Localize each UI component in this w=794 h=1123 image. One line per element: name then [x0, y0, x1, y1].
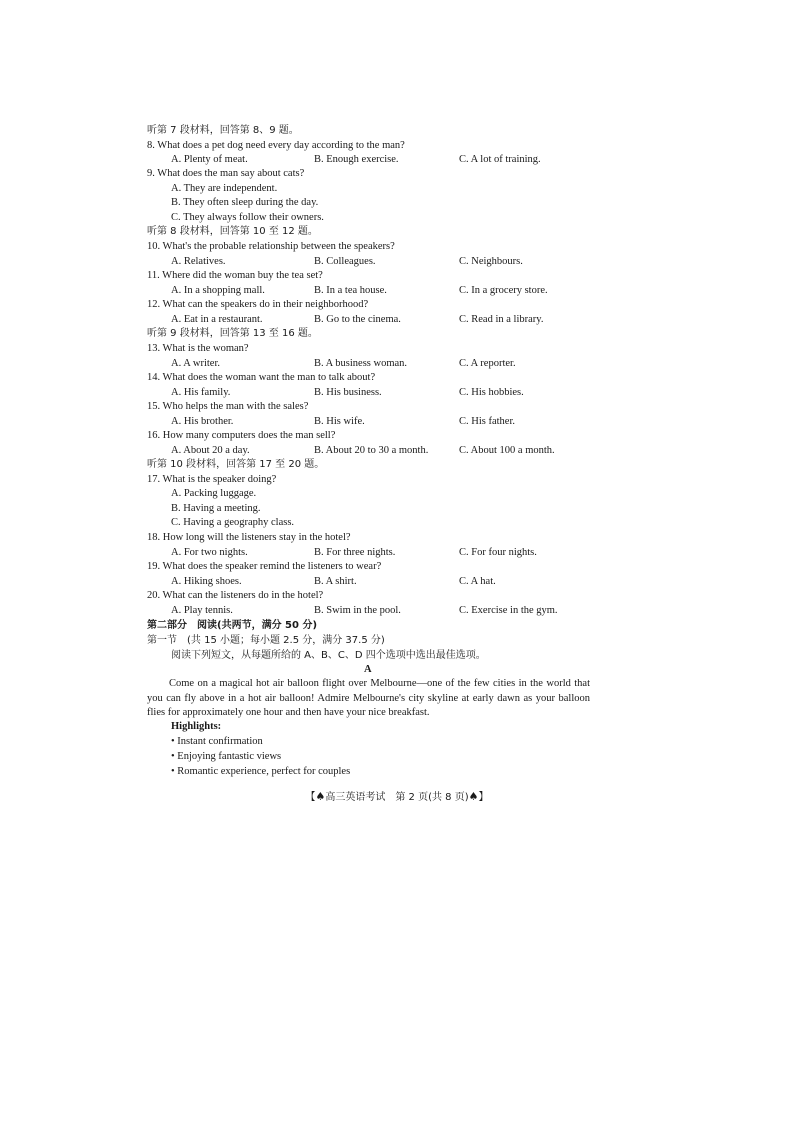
spade-icon: ♠	[315, 790, 326, 803]
option-a: A. Hiking shoes.	[171, 576, 242, 587]
option-a: A. Packing luggage.	[171, 488, 257, 499]
option-b: B. His business.	[314, 387, 382, 398]
option-c: C. In a grocery store.	[459, 285, 548, 296]
option-c: C. Read in a library.	[459, 314, 544, 325]
option-a: A. Play tennis.	[171, 605, 233, 616]
section-heading: 听第 7 段材料，回答第 8、9 题。	[147, 125, 299, 136]
question-stem: 9. What does the man say about cats?	[147, 168, 305, 179]
option-b: B. His wife.	[314, 416, 365, 427]
option-a: A. About 20 a day.	[171, 445, 250, 456]
option-a: A. Relatives.	[171, 256, 226, 267]
option-a: A. For two nights.	[171, 547, 248, 558]
option-b: B. A shirt.	[314, 576, 357, 587]
option-b: B. Having a meeting.	[171, 503, 261, 514]
question-stem: 20. What can the listeners do in the hotel?	[147, 590, 324, 601]
option-c: C. A lot of training.	[459, 154, 541, 165]
question-stem: 10. What's the probable relationship between the speakers?	[147, 241, 395, 252]
option-b: B. About 20 to 30 a month.	[314, 445, 429, 456]
option-a: A. His family.	[171, 387, 231, 398]
option-b: B. For three nights.	[314, 547, 396, 558]
option-c: C. Exercise in the gym.	[459, 605, 558, 616]
highlights-title: Highlights:	[171, 721, 222, 732]
option-c: C. About 100 a month.	[459, 445, 555, 456]
highlight-item: • Instant confirmation	[171, 736, 263, 747]
question-stem: 17. What is the speaker doing?	[147, 474, 277, 485]
section-heading: 第一节 (共 15 小题；每小题 2.5 分，满分 37.5 分)	[147, 635, 385, 646]
option-b: B. In a tea house.	[314, 285, 387, 296]
footer-bracket-close: 】	[478, 792, 489, 803]
highlight-item: • Romantic experience, perfect for couples	[171, 766, 351, 777]
question-stem: 11. Where did the woman buy the tea set?	[147, 270, 323, 281]
option-a: A. A writer.	[171, 358, 220, 369]
section-heading: 听第 9 段材料，回答第 13 至 16 题。	[147, 328, 318, 339]
question-stem: 19. What does the speaker remind the listeners to wear?	[147, 561, 382, 572]
option-c: C. His father.	[459, 416, 515, 427]
option-c: C. Neighbours.	[459, 256, 523, 267]
option-a: A. In a shopping mall.	[171, 285, 265, 296]
spade-icon: ♠	[468, 790, 479, 803]
option-b: B. A business woman.	[314, 358, 408, 369]
option-c: C. Having a geography class.	[171, 517, 295, 528]
option-a: A. Eat in a restaurant.	[171, 314, 263, 325]
page-footer	[0, 788, 794, 803]
section-heading: 听第 10 段材料，回答第 17 至 20 题。	[147, 459, 325, 470]
option-b: B. Enough exercise.	[314, 154, 399, 165]
option-c: C. A hat.	[459, 576, 496, 587]
option-b: B. Colleagues.	[314, 256, 376, 267]
footer-bracket-open: 【	[305, 792, 316, 803]
section-heading: 听第 8 段材料，回答第 10 至 12 题。	[147, 226, 318, 237]
option-c: C. His hobbies.	[459, 387, 524, 398]
passage-letter: A	[364, 664, 372, 675]
option-a: A. They are independent.	[171, 183, 278, 194]
question-stem: 12. What can the speakers do in their neighborhood?	[147, 299, 369, 310]
passage-paragraph: Come on a magical hot air balloon flight over Melbourne—one of the few cities in the world that you can fly above in a hot air balloon! Admire Melbourne's city skyline at early dawn as your balloon flies for approximately one hour and then have your nice breakfast.	[147, 678, 590, 719]
question-stem: 14. What does the woman want the man to talk about?	[147, 372, 376, 383]
question-stem: 13. What is the woman?	[147, 343, 249, 354]
question-stem: 15. Who helps the man with the sales?	[147, 401, 309, 412]
option-a: A. His brother.	[171, 416, 234, 427]
option-c: C. For four nights.	[459, 547, 537, 558]
question-stem: 8. What does a pet dog need every day according to the man?	[147, 140, 405, 151]
instruction-text: 阅读下列短文，从每题所给的 A、B、C、D 四个选项中选出最佳选项。	[171, 650, 486, 661]
option-b: B. Swim in the pool.	[314, 605, 401, 616]
option-a: A. Plenty of meat.	[171, 154, 248, 165]
question-stem: 18. How long will the listeners stay in the hotel?	[147, 532, 351, 543]
option-c: C. A reporter.	[459, 358, 516, 369]
part-heading: 第二部分 阅读(共两节，满分 50 分)	[147, 620, 318, 631]
option-b: B. They often sleep during the day.	[171, 197, 319, 208]
option-b: B. Go to the cinema.	[314, 314, 401, 325]
footer-text: 高三英语考试 第 2 页(共 8 页)	[325, 792, 469, 803]
option-c: C. They always follow their owners.	[171, 212, 324, 223]
question-stem: 16. How many computers does the man sell?	[147, 430, 336, 441]
highlight-item: • Enjoying fantastic views	[171, 751, 282, 762]
